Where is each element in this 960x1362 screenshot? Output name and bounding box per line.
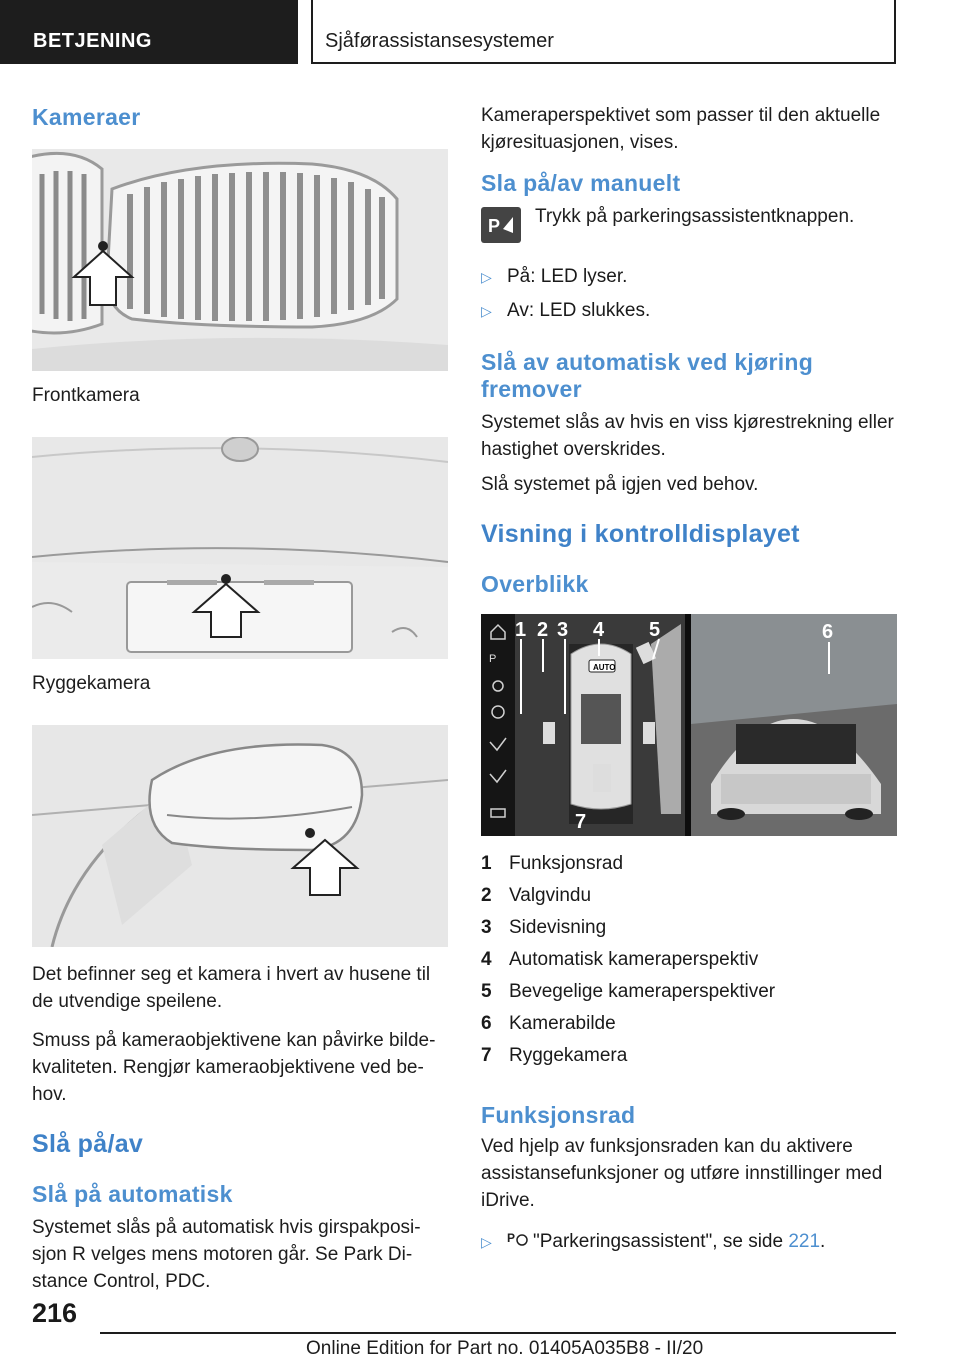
bullet-triangle-icon: ▷ (481, 269, 492, 285)
mirror-camera-image (32, 725, 448, 947)
bullet-parking-assistant (481, 1228, 897, 1256)
footer-divider (100, 1332, 896, 1334)
parking-button-text: Trykk på parkeringsassistentknappen. (535, 206, 855, 227)
legend-number: 6 (481, 1013, 492, 1034)
bullet-off-text: Av: LED slukkes. (507, 300, 651, 321)
page-link-221[interactable]: 221 (788, 1231, 821, 1252)
heading-slaa-paa-av: Slå på/av (32, 1130, 144, 1158)
legend-item (481, 1040, 897, 1072)
parking-assistant-ref-text: "Parkeringsassistent", se side (533, 1231, 789, 1252)
callout-4: 4 (593, 619, 605, 641)
legend-number: 4 (481, 949, 492, 970)
parking-button-instruction (481, 207, 897, 243)
bullet-on (481, 263, 897, 291)
section-tab (0, 0, 298, 64)
chapter-tab (311, 0, 896, 64)
heading-overview: Overblikk (481, 571, 589, 597)
rear-camera-image (32, 437, 448, 659)
legend-item (481, 880, 897, 912)
auto-off-paragraph-2: Slå systemet på igjen ved behov. (481, 474, 759, 495)
rear-camera-caption: Ryggekamera (32, 673, 151, 694)
front-camera-caption: Frontkamera (32, 385, 140, 406)
svg-text:P: P (507, 1231, 516, 1245)
mirror-camera-paragraph: Det befinner seg et kamera i hvert av husene til de utvendige speilene. (32, 964, 431, 1012)
callout-6: 6 (822, 621, 834, 643)
heading-funksjonsrad: Funksjonsrad (481, 1102, 636, 1128)
callout-3: 3 (557, 619, 569, 641)
callout-5: 5 (649, 619, 661, 641)
bullet-off (481, 297, 897, 325)
callout-2: 2 (537, 619, 549, 641)
chapter-title: Sjåførassistansesystemer (325, 30, 554, 52)
auto-badge: AUTO (593, 663, 616, 672)
section-title: BETJENING (33, 30, 152, 52)
period: . (820, 1231, 826, 1252)
legend-item (481, 848, 897, 880)
parking-assistant-icon (507, 1228, 533, 1256)
bullet-triangle-icon: ▷ (481, 1234, 492, 1250)
legend-number: 2 (481, 885, 492, 906)
legend-label: Automatisk kameraperspektiv (509, 949, 759, 970)
legend-label: Sidevisning (509, 917, 607, 938)
heading-display: Visning i kontrolldisplayet (481, 520, 800, 548)
legend-item (481, 1008, 897, 1040)
legend-item (481, 944, 897, 976)
callout-1: 1 (515, 619, 527, 641)
callout-7: 7 (575, 811, 587, 833)
function-row-paragraph: Ved hjelp av funksjonsraden kan du aktivere assistansefunksjoner og utføre innstillinger med iDrive. (481, 1136, 883, 1211)
bullet-on-text: På: LED lyser. (507, 266, 628, 287)
heading-manual: Sla på/av manuelt (481, 170, 681, 196)
control-display-image (481, 614, 897, 836)
callout-legend (481, 848, 897, 1072)
legend-item (481, 976, 897, 1008)
svg-text:P: P (489, 653, 497, 665)
heading-slaa-paa-automatisk: Slå på automatisk (32, 1181, 233, 1207)
legend-label: Bevegelige kameraperspektiver (509, 981, 776, 1002)
page-number: 216 (32, 1298, 78, 1328)
front-camera-image (32, 149, 448, 371)
bullet-triangle-icon: ▷ (481, 303, 492, 319)
heading-auto-off: Slå av automatisk ved kjøring fremover (481, 349, 814, 402)
legend-label: Kamerabilde (509, 1013, 616, 1034)
auto-on-paragraph: Systemet slås på automatisk hvis girspakposisjon R velges mens motoren går. Se Park Distance Control, PDC. (32, 1217, 421, 1292)
legend-number: 1 (481, 853, 492, 874)
legend-number: 3 (481, 917, 492, 938)
legend-number: 7 (481, 1045, 492, 1066)
left-column (32, 98, 448, 1295)
dirt-paragraph: Smuss på kameraobjektivene kan påvirke bildekvaliteten. Rengjør kameraobjektivene ved behov. (32, 1030, 436, 1105)
intro-paragraph: Kameraperspektivet som passer til den aktuelle kjøresituasjonen, vises. (481, 105, 881, 153)
heading-kameraer: Kameraer (32, 104, 141, 130)
legend-label: Ryggekamera (509, 1045, 628, 1066)
legend-number: 5 (481, 981, 492, 1002)
svg-text:P: P (488, 216, 501, 236)
parking-assist-button-icon (481, 207, 521, 243)
bullet-parking-text (533, 1228, 825, 1255)
legend-label: Valgvindu (509, 885, 592, 906)
edition-text: Online Edition for Part no. 01405A035B8 - II/20 (306, 1338, 704, 1359)
legend-item (481, 912, 897, 944)
right-column (481, 98, 897, 1256)
legend-label: Funksjonsrad (509, 853, 624, 874)
auto-off-paragraph: Systemet slås av hvis en viss kjørestrekning eller hastighet overskrides. (481, 412, 894, 460)
